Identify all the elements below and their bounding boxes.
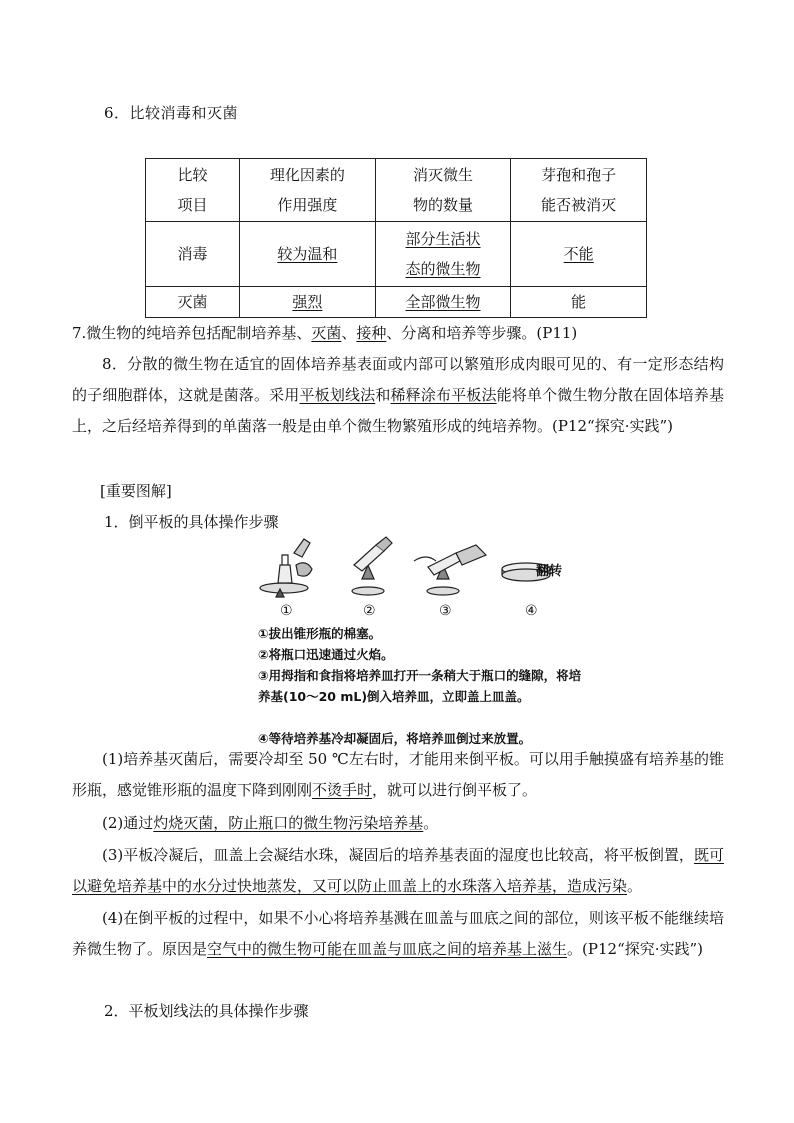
table-cell: 强烈 [240, 287, 376, 318]
header-cell: 消灭微生 物的数量 [375, 159, 511, 222]
answer-3: (3)平板冷凝后，皿盖上会凝结水珠，凝固后的培养基表面的湿度也比较高，将平板倒置，既可以避免培养基中的水分过快地蒸发，又可以防止皿盖上的水珠落入培养基，造成污染。 [72, 846, 724, 895]
figure-caption: ②将瓶口迅速通过火焰。 [258, 647, 394, 662]
answer-2: (2)通过灼烧灭菌，防止瓶口的微生物污染培养基。 [102, 814, 439, 832]
header-cell: 芽孢和孢子 能否被消灭 [511, 159, 647, 222]
figure-caption: ①拔出锥形瓶的棉塞。 [258, 626, 382, 641]
table-header-row [146, 159, 647, 222]
figure-caption: ③用拇指和食指将培养皿打开一条稍大于瓶口的缝隙，将培养基(10～20 mL)倒入培养皿，立即盖上皿盖。 [258, 668, 582, 704]
table-cell: 全部微生物 [375, 287, 511, 318]
step3-drawing [414, 545, 486, 595]
paragraph-7: 7.微生物的纯培养包括配制培养基、灭菌、接种、分离和培养等步骤。(P11) [72, 324, 578, 342]
table-row [146, 287, 647, 318]
answer-1: (1)培养基灭菌后，需要冷却至 50 ℃左右时，才能用来倒平板。可以用手触摸盛有培养基的锥形瓶，感觉锥形瓶的温度下降到刚刚不烫手时，就可以进行倒平板了。 [72, 750, 724, 799]
table-row [146, 222, 647, 287]
step-number: ④ [525, 603, 538, 619]
paragraph-8: 8．分散的微生物在适宜的固体培养基表面或内部可以繁殖形成肉眼可见的、有一定形态结构的子细胞群体，这就是菌落。采用平板划线法和稀释涂布平板法能将单个微生物分散在固体培养基上，之后经培养得到的单菌落一般是由单个微生物繁殖形成的纯培养物。(P12“探究·实践”) [72, 355, 724, 435]
answer-4: (4)在倒平板的过程中，如果不小心将培养基溅在皿盖与皿底之间的部位，则该平板不能继续培养微生物了。原因是空气中的微生物可能在皿盖与皿底之间的培养基上滋生。(P12“探究·实践”) [72, 909, 724, 958]
step2-drawing [352, 537, 392, 595]
comparison-table [145, 158, 647, 318]
header-cell: 理化因素的 作用强度 [240, 159, 376, 222]
figure-caption: ④等待培养基冷却凝固后，将培养皿倒过来放置。 [258, 731, 532, 746]
item1-title: 1．倒平板的具体操作步骤 [104, 513, 279, 531]
section-title: 6．比较消毒和灭菌 [104, 104, 239, 122]
table-cell: 消毒 [146, 222, 240, 287]
step-number: ③ [439, 603, 452, 619]
step-number: ② [363, 603, 376, 619]
step1-drawing [260, 539, 312, 597]
header-cell: 比较 项目 [146, 159, 240, 222]
table-cell: 部分生活状 态的微生物 [375, 222, 511, 287]
important-header: [重要图解] [100, 482, 172, 500]
table-cell: 灭菌 [146, 287, 240, 318]
plate-pouring-figure [258, 535, 582, 746]
table-cell: 能 [511, 287, 647, 318]
step-number: ① [280, 603, 293, 619]
table-cell: 较为温和 [240, 222, 376, 287]
item2-title: 2．平板划线法的具体操作步骤 [104, 1002, 309, 1020]
table-cell: 不能 [511, 222, 647, 287]
flip-label: 翻转 [536, 564, 563, 579]
